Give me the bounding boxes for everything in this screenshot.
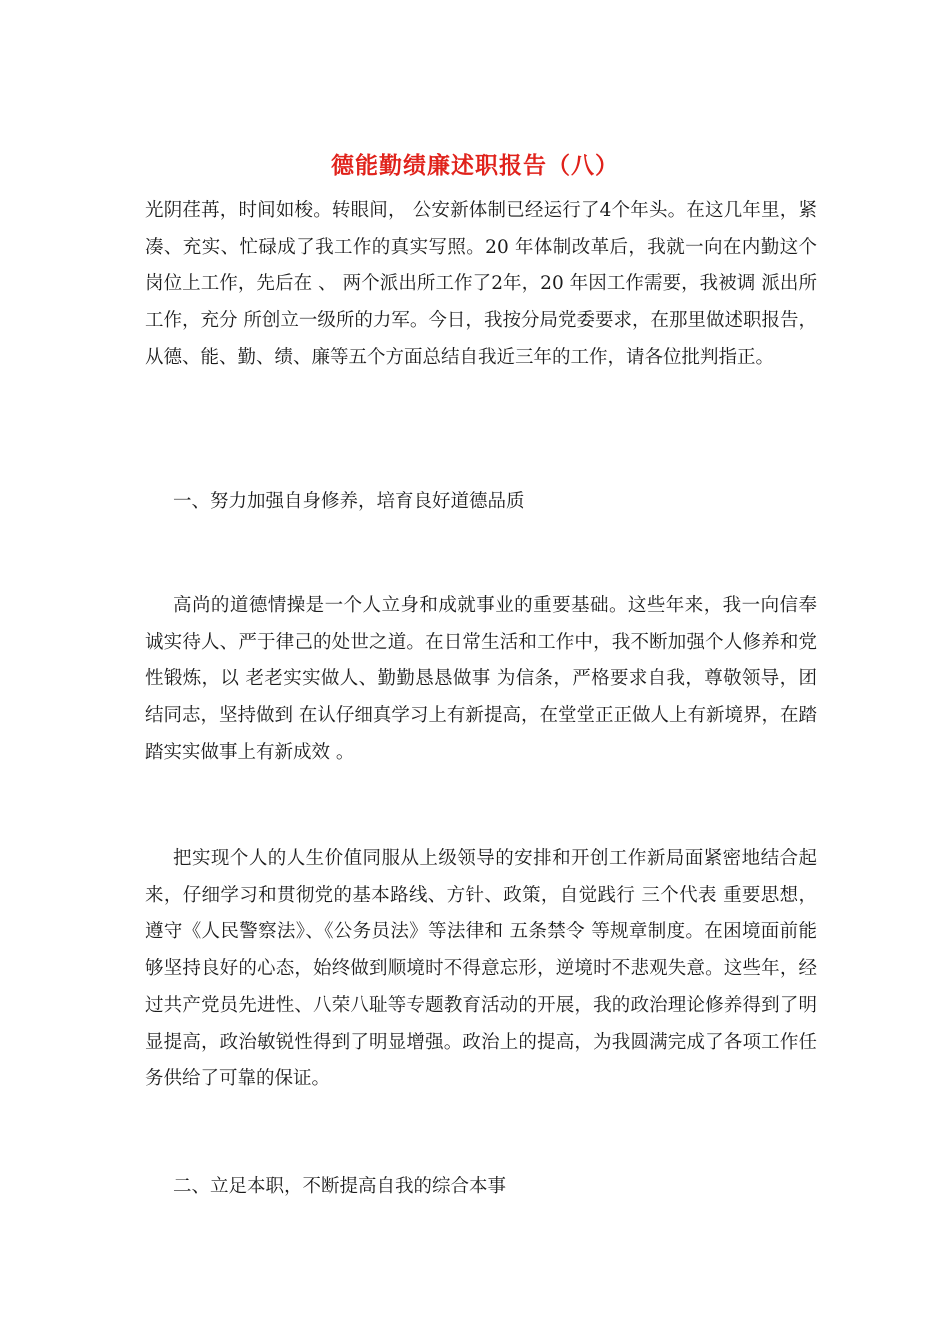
intro-paragraph: 光阴荏苒，时间如梭。转眼间， 公安新体制已经运行了4个年头。在这几年里，紧凑、充实、忙碌成了我工作的真实写照。20 年体制改革后，我就一向在内勤这个岗位上工作，先后在 、 两个派出所工作了2年，20 年因工作需要，我被调 派出所工作，充分 所创立一级所的力军。今日，我按分局党委要求，在那里做述职报告，从德、能、勤、绩、廉等五个方面总结自我近三年的工作，请各位批判指正。 bbox=[145, 200, 817, 368]
body-paragraph-1: 高尚的道德情操是一个人立身和成就事业的重要基础。这些年来，我一向信奉诚实待人、严于律己的处世之道。在日常生活和工作中，我不断加强个人修养和党性锻炼，以 老老实实做人、勤勤恳恳做事 为信条，严格要求自我，尊敬领导，团结同志，坚持做到 在认仔细真学习上有新提高，在堂堂正正做人上有新境界，在踏踏实实做事上有新成效 。 bbox=[145, 595, 817, 763]
section-heading-1: 一、努力加强自身修养，培育良好道德品质 bbox=[173, 491, 525, 512]
document-title: 德能勤绩廉述职报告（八） bbox=[331, 152, 619, 179]
section-heading-2: 二、立足本职，不断提高自我的综合本事 bbox=[173, 1176, 507, 1197]
body-paragraph-2: 把实现个人的人生价值同服从上级领导的安排和开创工作新局面紧密地结合起来，仔细学习和贯彻党的基本路线、方针、政策，自觉践行 三个代表 重要思想，遵守《人民警察法》、《公务员法》等法律和 五条禁令 等规章制度。在困境面前能够坚持良好的心态，始终做到顺境时不得意忘形，逆境时不悲观失意。这些年，经过共产党员先进性、八荣八耻等专题教育活动的开展，我的政治理论修养得到了明显提高，政治敏锐性得到了明显增强。政治上的提高，为我圆满完成了各项工作任务供给了可靠的保证。 bbox=[145, 848, 817, 1090]
